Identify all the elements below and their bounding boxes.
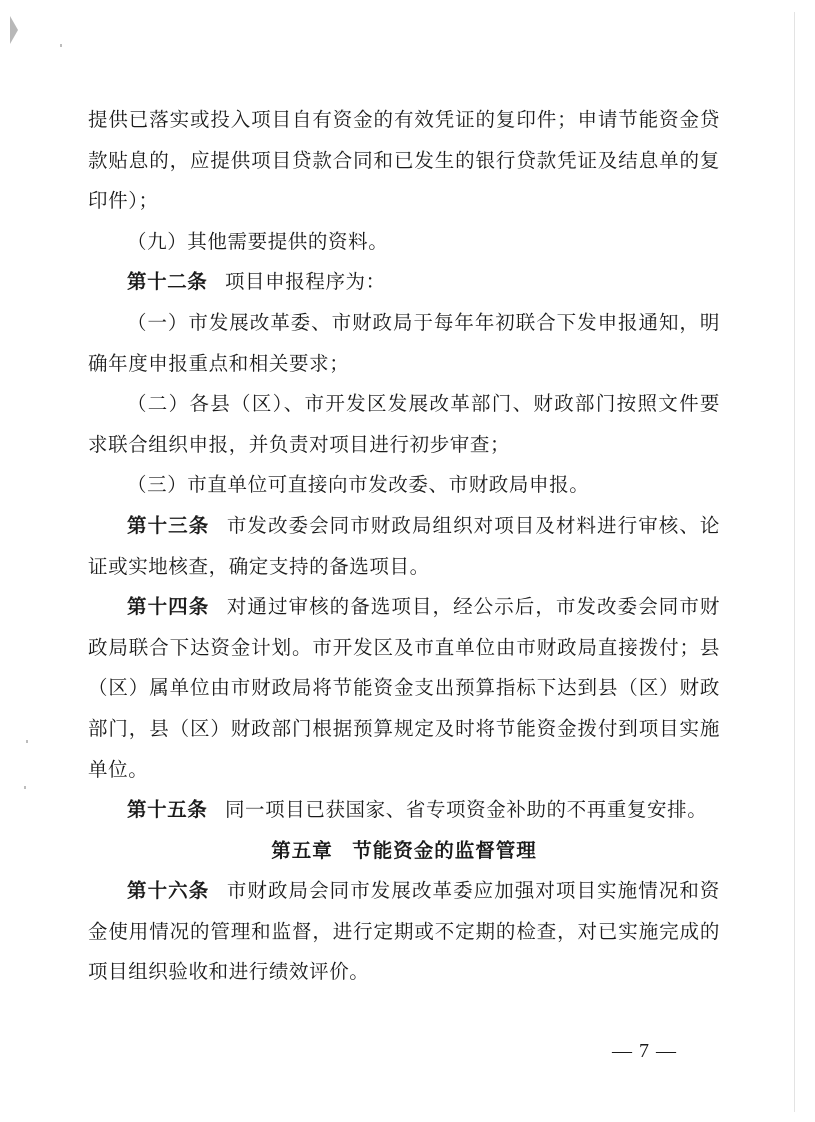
- article-label: 第十四条: [127, 595, 210, 619]
- document-body: [88, 100, 720, 993]
- scan-speck: [24, 786, 26, 789]
- scan-edge-line: [794, 12, 795, 1112]
- article-text: 对通过审核的备选项目，经公示后，市发改委会同市财政局联合下达资金计划。市开发区及市直单位由市财政局直接拨付；县（区）属单位由市财政局将节能资金支出预算指标下达到县（区）财政部门，县（区）财政部门根据预算规定及时将节能资金拨付到项目实施单位。: [88, 595, 720, 781]
- article-13: [88, 506, 720, 587]
- article-text: 市财政局会同市发展改革委应加强对项目实施情况和资金使用情况的管理和监督，进行定期或不定期的检查，对已实施完成的项目组织验收和进行绩效评价。: [88, 879, 720, 984]
- paragraph-item-3: （三）市直单位可直接向市发改委、市财政局申报。: [127, 473, 590, 497]
- article-text: 项目申报程序为：: [224, 270, 386, 294]
- article-14: [88, 587, 720, 790]
- paragraph-item-2: （二）各县（区）、市开发区发展改革部门、财政部门按照文件要求联合组织申报，并负责对项目进行初步审查；: [88, 392, 720, 456]
- chapter-title: 节能资金的监督管理: [352, 838, 537, 862]
- article-15: [88, 790, 720, 831]
- paragraph-item-1: （一）市发展改革委、市财政局于每年年初联合下发申报通知，明确年度申报重点和相关要求；: [88, 310, 720, 375]
- article-label: 第十二条: [127, 270, 208, 294]
- article-text: 同一项目已获国家、省专项资金补助的不再重复安排。: [224, 798, 708, 822]
- article-12: [88, 262, 720, 303]
- chapter-number: 第五章: [271, 838, 333, 862]
- scan-speck: [60, 44, 62, 47]
- article-label: 第十五条: [127, 798, 208, 822]
- chapter-heading: [88, 831, 720, 872]
- article-label: 第十六条: [127, 879, 210, 903]
- scan-corner-mark: [10, 16, 18, 44]
- article-label: 第十三条: [127, 513, 210, 537]
- scan-speck: [26, 740, 28, 743]
- paragraph-item-9: （九）其他需要提供的资料。: [127, 229, 389, 253]
- paragraph-continuation: 提供已落实或投入项目自有资金的有效凭证的复印件；申请节能资金贷款贴息的，应提供项目贷款合同和已发生的银行贷款凭证及结息单的复印件）；: [88, 108, 720, 213]
- article-16: [88, 871, 720, 993]
- page-number: — 7 —: [612, 1040, 677, 1062]
- article-text: 市发改委会同市财政局组织对项目及材料进行审核、论证或实地核查，确定支持的备选项目。: [88, 513, 720, 578]
